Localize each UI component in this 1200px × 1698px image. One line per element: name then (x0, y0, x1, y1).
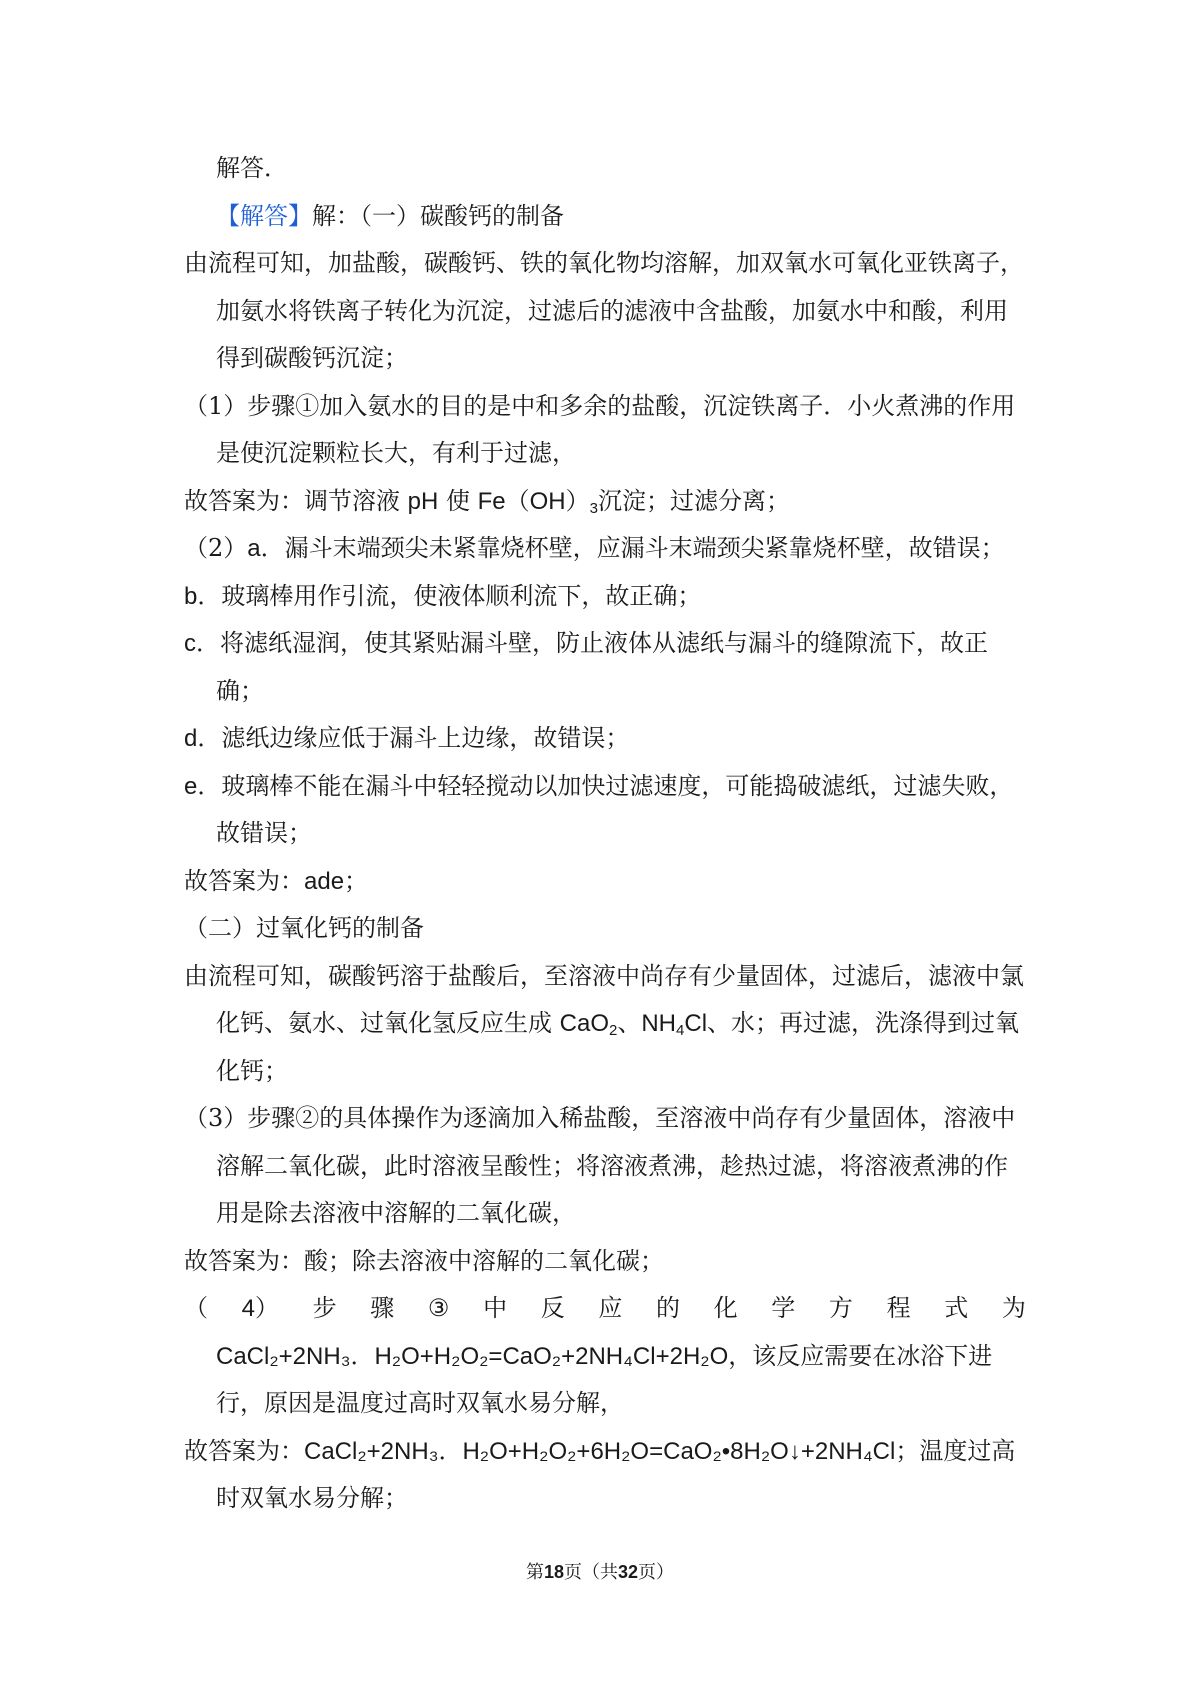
text: 故答案为： (184, 1436, 304, 1465)
text: 故答案为：酸；除去溶液中溶解的二氧化碳； (184, 1246, 664, 1275)
text: pH (407, 487, 439, 515)
text: ade (304, 867, 345, 895)
text: a (247, 535, 261, 562)
page-number: 18 (543, 1562, 564, 1582)
para-answer-3 (184, 1238, 1026, 1286)
para-answer-1 (184, 478, 1026, 526)
word: 应 (598, 1294, 623, 1322)
para-step-2e (184, 763, 1026, 858)
word: ③ (427, 1294, 450, 1322)
word: 化 (713, 1294, 738, 1322)
text: ．将滤纸湿润，使其紧贴漏斗壁，防止液体从滤纸与漏斗的缝隙流下，故正确； (196, 629, 988, 705)
text: ，该反应需要在冰浴下进行，原因是温度过高时双氧水易分解， (216, 1341, 993, 1417)
text: ；温度过高时双氧水易分解； (216, 1436, 1016, 1512)
text: d (184, 725, 198, 752)
word: 程 (886, 1294, 911, 1322)
text: 、 (617, 1009, 642, 1037)
para-step-4-lead (184, 1285, 1026, 1333)
text: ．玻璃棒不能在漏斗中轻轻搅动以加快过滤速度，可能捣破滤纸，过滤失败，故错误； (197, 771, 1014, 847)
para-answer-4 (184, 1428, 1026, 1523)
word: （ (184, 1294, 208, 1322)
para-step-2c (184, 620, 1026, 715)
text: 使 (438, 486, 478, 515)
page-total: 32 (618, 1562, 639, 1582)
text: （二）过氧化钙的制备 (184, 914, 424, 942)
text: 由流程可知，加盐酸，碳酸钙、铁的氧化物均溶解，加双氧水可氧化亚铁离子，加氨水将铁离子转化为沉淀，过滤后的滤液中含盐酸，加氨水中和酸，利用得到碳酸钙沉淀； (184, 249, 1024, 372)
para-flow-1 (184, 240, 1026, 383)
word: 步 (312, 1294, 337, 1322)
text: c (184, 630, 196, 657)
text: ．滤纸边缘应低于漏斗上边缘，故错误； (197, 724, 630, 752)
text: （OH） (505, 487, 590, 515)
answer-body (184, 145, 1026, 1523)
text: （2） (184, 534, 248, 562)
text: 解：（一）碳酸钙的制备 (312, 201, 564, 230)
text: CaO (559, 1010, 609, 1037)
text: ； (344, 866, 369, 895)
text: ．漏斗末端颈尖未紧靠烧杯壁，应漏斗末端颈尖紧靠烧杯壁，故错误； (260, 534, 1005, 562)
text: 由流程可知，碳酸钙溶于盐酸后，至溶液中尚存有少量固体，过滤后，滤液中氯化钙、氨水、过氧化氢反应生成 (184, 961, 1024, 1037)
word: 反 (540, 1294, 565, 1322)
line-answer-heading (184, 193, 1026, 241)
text: b (184, 582, 198, 610)
text: 故答案为： (184, 866, 304, 895)
section-heading-2 (184, 905, 1026, 953)
word: 学 (771, 1294, 796, 1322)
word: 骤 (370, 1294, 395, 1322)
para-flow-2 (184, 953, 1026, 1096)
text: 解答． (216, 154, 288, 182)
text: 、水；再过滤，洗涤得到过氧化钙； (216, 1009, 1020, 1085)
para-step-4-body (184, 1333, 1026, 1428)
word: 的 (656, 1294, 680, 1322)
footer-text: 第 (525, 1562, 544, 1583)
subscript: 4 (676, 1022, 685, 1039)
para-answer-2 (184, 858, 1026, 906)
answer-label: 【解答】 (216, 201, 312, 230)
text: Cl (684, 1010, 708, 1037)
text: （1）步骤①加入氨水的目的是中和多余的盐酸，沉淀铁离子．小火煮沸的作用是使沉淀颗粒长大，有利于过滤， (184, 391, 1016, 467)
word: 为 (1001, 1294, 1026, 1322)
page-footer (0, 1560, 1200, 1585)
text: 沉淀；过滤分离； (597, 486, 790, 515)
text: NH (641, 1010, 677, 1037)
para-step-3 (184, 1095, 1026, 1238)
subscript: 3 (589, 499, 598, 517)
footer-text: 页） (638, 1562, 675, 1583)
text: e (184, 772, 198, 800)
text: 故答案为：调节溶液 (184, 486, 408, 515)
word: 方 (828, 1294, 853, 1322)
text: （3）步骤②的具体操作为逐滴加入稀盐酸，至溶液中尚存有少量固体，溶液中溶解二氧化碳，此时溶液呈酸性；将溶液煮沸，趁热过滤，将溶液煮沸的作用是除去溶液中溶解的二氧化碳， (184, 1104, 1016, 1227)
text: Fe (477, 487, 506, 515)
para-step-1 (184, 383, 1026, 478)
equation: CaCl₂+2NH₃．H₂O+H₂O₂=CaO₂+2NH₄Cl+2H₂O (216, 1342, 729, 1370)
line-answer-cont (184, 145, 1026, 193)
para-step-2b (184, 573, 1026, 621)
equation: CaCl₂+2NH₃．H₂O+H₂O₂+6H₂O=CaO₂•8H₂O↓+2NH₄Cl (304, 1437, 896, 1465)
subscript: 2 (609, 1022, 618, 1039)
word: 式 (944, 1294, 969, 1322)
para-step-2d (184, 715, 1026, 763)
footer-text: 页（共 (564, 1562, 618, 1583)
para-step-2a (184, 525, 1026, 573)
text: ．玻璃棒用作引流，使液体顺利流下，故正确； (197, 581, 702, 610)
word: 4） (241, 1295, 279, 1322)
word: 中 (483, 1294, 508, 1322)
